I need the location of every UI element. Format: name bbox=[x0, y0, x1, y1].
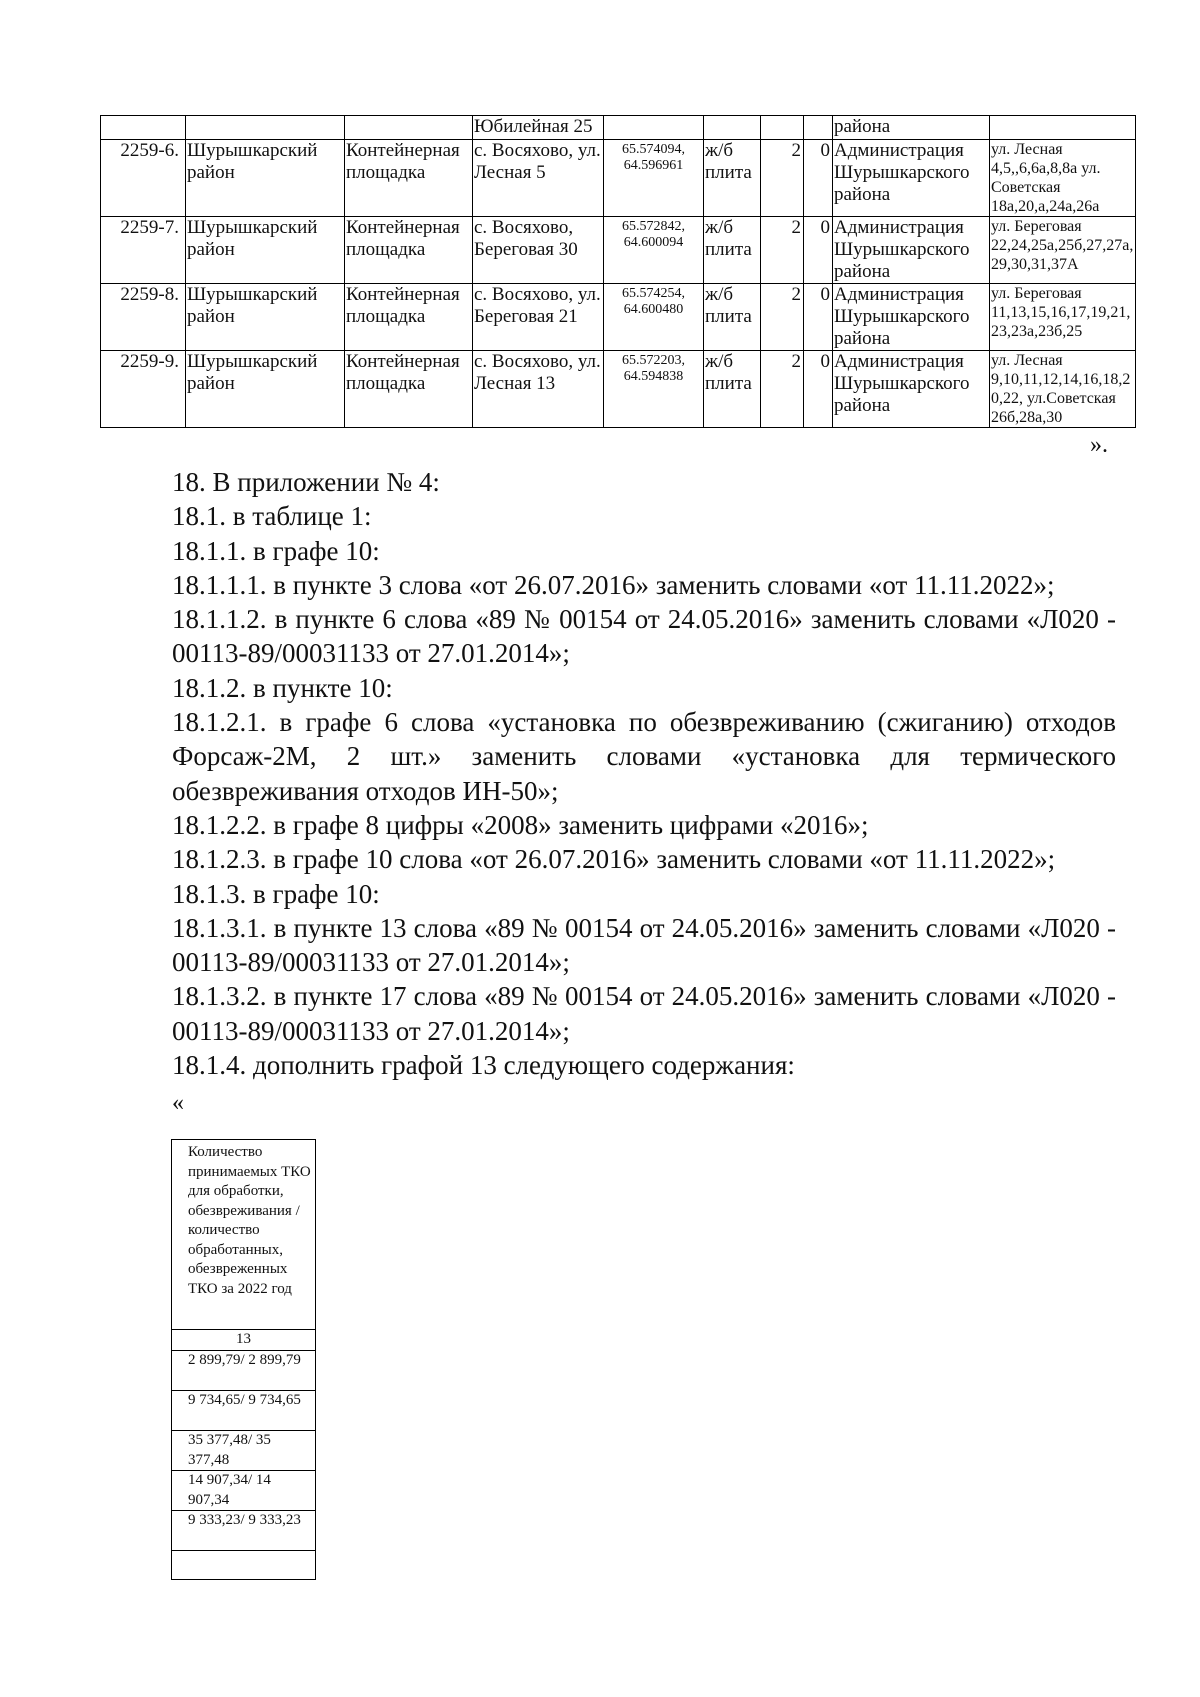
owner-cell: района bbox=[833, 116, 990, 140]
amendment-text bbox=[172, 465, 1116, 1082]
object-type-cell: Контейнерная площадка bbox=[345, 284, 473, 351]
object-type-cell: Контейнерная площадка bbox=[345, 351, 473, 428]
district-cell: Шурышкарский район bbox=[186, 140, 345, 217]
object-type-cell: Контейнерная площадка bbox=[345, 140, 473, 217]
district-cell: Шурышкарский район bbox=[186, 217, 345, 284]
paragraph: 18. В приложении № 4: bbox=[172, 467, 440, 497]
owner-cell: Администрация Шурышкарского района bbox=[833, 351, 990, 428]
paragraph: 18.1.3. в графе 10: bbox=[172, 878, 380, 909]
table-row bbox=[101, 351, 1136, 428]
containers-count-cell: 2 bbox=[761, 284, 804, 351]
owner-cell: Администрация Шурышкарского района bbox=[833, 217, 990, 284]
paragraph: 18.1.1.2. в пункте 6 слова «89 № 00154 от 24.05.2016» заменить словами «Л020 - 00113-89/00031133 от 27.01.2014»; bbox=[172, 604, 1116, 669]
volume-cell: 0 bbox=[804, 217, 833, 284]
column-13-value: 14 907,34/ 14 907,34 bbox=[172, 1471, 316, 1511]
column-13-value: 35 377,48/ 35 377,48 bbox=[172, 1431, 316, 1471]
paragraph: 18.1.2.3. в графе 10 слова «от 26.07.2016» заменить словами «от 11.11.2022»; bbox=[172, 844, 1056, 875]
object-type-cell: Контейнерная площадка bbox=[345, 217, 473, 284]
registry-table bbox=[100, 115, 1136, 428]
surface-cell: ж/б плита bbox=[704, 217, 761, 284]
containers-count-cell bbox=[761, 116, 804, 140]
address-cell: с. Восяхово, ул. Береговая 21 bbox=[473, 284, 604, 351]
address-cell: Юбилейная 25 bbox=[473, 116, 604, 140]
surface-cell bbox=[704, 116, 761, 140]
row-number bbox=[101, 116, 186, 140]
served-addresses-cell bbox=[990, 116, 1136, 140]
coordinates-cell: 65.572842, 64.600094 bbox=[604, 217, 704, 284]
district-cell bbox=[186, 116, 345, 140]
address-cell: с. Восяхово, Береговая 30 bbox=[473, 217, 604, 284]
coordinates-cell bbox=[604, 116, 704, 140]
volume-cell bbox=[804, 116, 833, 140]
table-row bbox=[101, 116, 1136, 140]
column-13-table bbox=[171, 1139, 316, 1580]
containers-count-cell: 2 bbox=[761, 217, 804, 284]
volume-cell: 0 bbox=[804, 284, 833, 351]
table-row bbox=[101, 217, 1136, 284]
column-13-value: 9 734,65/ 9 734,65 bbox=[172, 1391, 316, 1431]
column-13-header: Количество принимаемых ТКО для обработки, обезвреживания /количество обработанных, обезвреженных ТКО за 2022 год bbox=[172, 1140, 316, 1330]
opening-quote: « bbox=[172, 1090, 184, 1116]
column-number: 13 bbox=[172, 1330, 316, 1351]
paragraph: 18.1.2.2. в графе 8 цифры «2008» заменить цифрами «2016»; bbox=[172, 809, 869, 840]
paragraph: 18.1.2.1. в графе 6 слова «установка по обезвреживанию (сжиганию) отходов Форсаж-2М, 2 шт.» заменить словами «установка для термического обезвреживания отходов ИН-50»; bbox=[172, 707, 1116, 806]
volume-cell: 0 bbox=[804, 140, 833, 217]
served-addresses-cell: ул. Лесная 9,10,11,12,14,16,18,20,22, ул.Советская 26б,28а,30 bbox=[990, 351, 1136, 428]
table-row bbox=[101, 140, 1136, 217]
served-addresses-cell: ул. Береговая 11,13,15,16,17,19,21,23,23а,23б,25 bbox=[990, 284, 1136, 351]
district-cell: Шурышкарский район bbox=[186, 351, 345, 428]
column-13-value: 2 899,79/ 2 899,79 bbox=[172, 1351, 316, 1391]
paragraph: 18.1.3.2. в пункте 17 слова «89 № 00154 от 24.05.2016» заменить словами «Л020 - 00113-89/00031133 от 27.01.2014»; bbox=[172, 981, 1116, 1046]
district-cell: Шурышкарский район bbox=[186, 284, 345, 351]
owner-cell: Администрация Шурышкарского района bbox=[833, 284, 990, 351]
row-number: 2259-9. bbox=[101, 351, 186, 428]
containers-count-cell: 2 bbox=[761, 351, 804, 428]
surface-cell: ж/б плита bbox=[704, 284, 761, 351]
coordinates-cell: 65.574094, 64.596961 bbox=[604, 140, 704, 217]
row-number: 2259-6. bbox=[101, 140, 186, 217]
served-addresses-cell: ул. Береговая 22,24,25а,25б,27,27а, 29,30,31,37А bbox=[990, 217, 1136, 284]
coordinates-cell: 65.574254, 64.600480 bbox=[604, 284, 704, 351]
row-number: 2259-7. bbox=[101, 217, 186, 284]
table-row bbox=[101, 284, 1136, 351]
closing-quote: ». bbox=[1090, 432, 1108, 458]
column-13-value bbox=[172, 1551, 316, 1580]
served-addresses-cell: ул. Лесная 4,5,,6,6а,8,8а ул. Советская 18а,20,а,24а,26а bbox=[990, 140, 1136, 217]
address-cell: с. Восяхово, ул. Лесная 5 bbox=[473, 140, 604, 217]
row-number: 2259-8. bbox=[101, 284, 186, 351]
volume-cell: 0 bbox=[804, 351, 833, 428]
surface-cell: ж/б плита bbox=[704, 140, 761, 217]
surface-cell: ж/б плита bbox=[704, 351, 761, 428]
address-cell: с. Восяхово, ул. Лесная 13 bbox=[473, 351, 604, 428]
coordinates-cell: 65.572203, 64.594838 bbox=[604, 351, 704, 428]
paragraph: 18.1.4. дополнить графой 13 следующего содержания: bbox=[172, 1050, 795, 1081]
object-type-cell bbox=[345, 116, 473, 140]
paragraph: 18.1.2. в пункте 10: bbox=[172, 672, 393, 703]
paragraph: 18.1.3.1. в пункте 13 слова «89 № 00154 от 24.05.2016» заменить словами «Л020 - 00113-89/00031133 от 27.01.2014»; bbox=[172, 912, 1116, 978]
owner-cell: Администрация Шурышкарского района bbox=[833, 140, 990, 217]
column-13-value: 9 333,23/ 9 333,23 bbox=[172, 1511, 316, 1551]
containers-count-cell: 2 bbox=[761, 140, 804, 217]
paragraph: 18.1.1.1. в пункте 3 слова «от 26.07.2016» заменить словами «от 11.11.2022»; bbox=[172, 569, 1055, 600]
paragraph: 18.1. в таблице 1: bbox=[172, 501, 372, 532]
paragraph: 18.1.1. в графе 10: bbox=[172, 535, 380, 566]
